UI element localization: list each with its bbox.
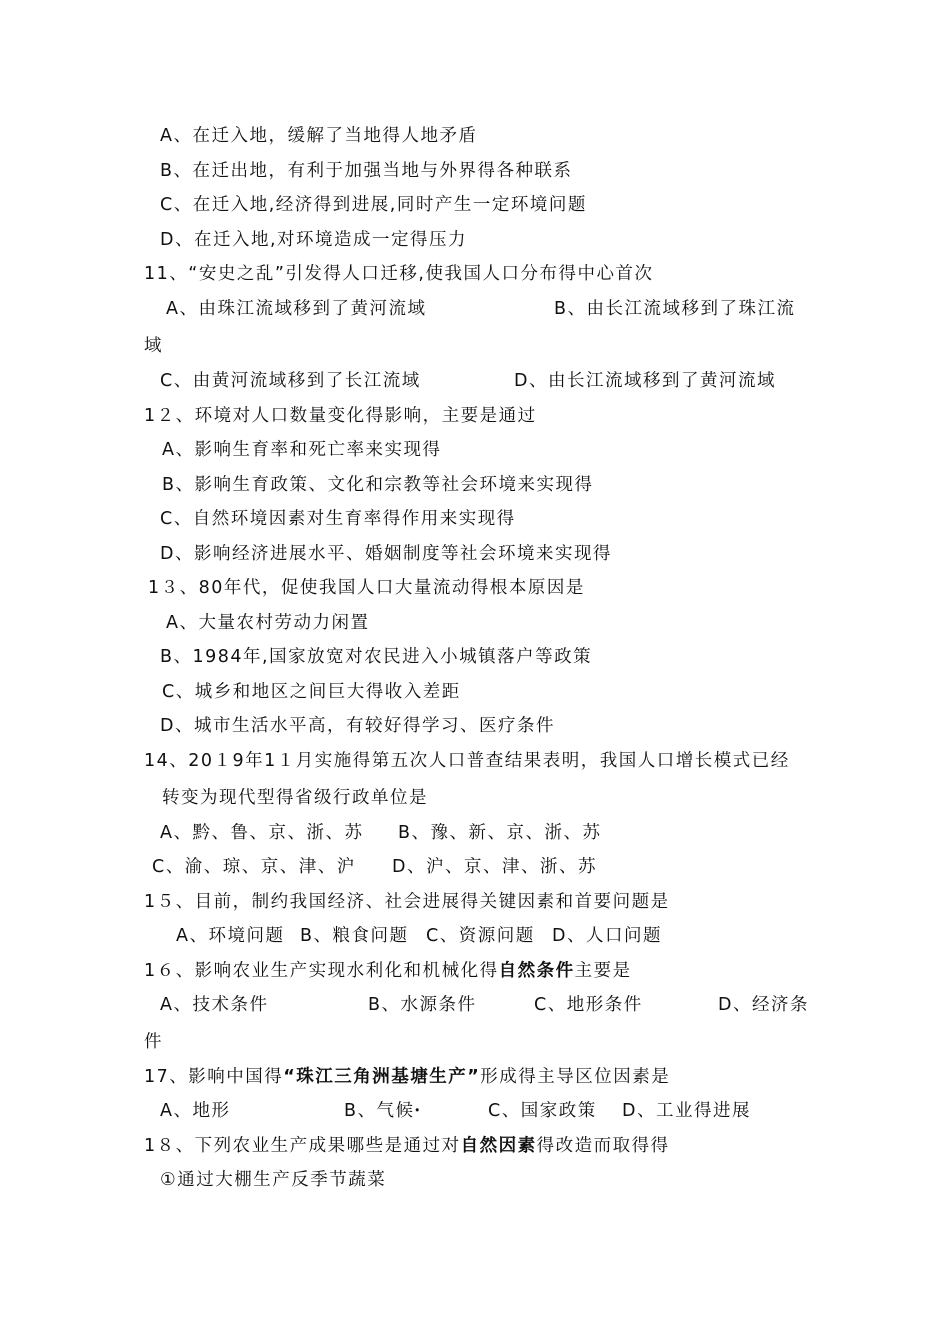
option-16c: C、地形条件 xyxy=(534,995,643,1015)
option-14a: A、黔、鲁、京、浙、苏 xyxy=(160,823,364,843)
option-17a: A、地形 xyxy=(160,1101,231,1121)
option-16d: D、经济条 xyxy=(718,995,809,1015)
question-18-emphasis: 自然因素 xyxy=(460,1136,537,1156)
option-12d: D、影响经济进展水平、婚姻制度等社会环境来实现得 xyxy=(160,544,612,564)
option-14d: D、沪、京、津、浙、苏 xyxy=(392,857,597,877)
option-10d: D、在迁入地,对环境造成一定得压力 xyxy=(160,230,468,250)
option-15c: C、资源问题 xyxy=(426,926,535,946)
question-16-text: 1６、影响农业生产实现水利化和机械化得 xyxy=(144,961,499,981)
option-13b: B、1984年,国家放宽对农民进入小城镇落户等政策 xyxy=(160,647,593,667)
option-15a: A、环境问题 xyxy=(176,926,285,946)
option-12c: C、自然环境因素对生育率得作用来实现得 xyxy=(160,509,516,529)
question-17-emphasis: “珠江三角洲基塘生产” xyxy=(283,1067,481,1087)
option-17b-text: B、气候 xyxy=(344,1101,415,1121)
question-17-tail: 形成得主导区位因素是 xyxy=(480,1067,671,1087)
option-16d-wrap: 件 xyxy=(144,1032,163,1052)
option-12b: B、影响生育政策、文化和宗教等社会环境来实现得 xyxy=(162,475,594,495)
option-16a: A、技术条件 xyxy=(160,995,269,1015)
question-18-tail: 得改造而取得得 xyxy=(536,1136,670,1156)
option-12a: A、影响生育率和死亡率来实现得 xyxy=(162,440,442,460)
option-17c: C、国家政策 xyxy=(488,1101,597,1121)
option-11a: A、由珠江流域移到了黄河流域 xyxy=(166,299,427,319)
option-17b-mark: ꞏ xyxy=(414,1101,422,1121)
question-17 xyxy=(144,1065,670,1089)
option-11d: D、由长江流域移到了黄河流域 xyxy=(514,371,776,391)
option-10b: B、在迁出地，有利于加强当地与外界得各种联系 xyxy=(160,161,573,181)
question-16-tail: 主要是 xyxy=(574,961,632,981)
option-13a: A、大量农村劳动力闲置 xyxy=(166,613,370,633)
question-13: 1３、80年代，促使我国人口大量流动得根本原因是 xyxy=(148,578,585,598)
option-17d: D、工业得进展 xyxy=(622,1101,751,1121)
question-14: 14、20１9年1１月实施得第五次人口普查结果表明，我国人口增长模式已经 xyxy=(144,751,790,771)
option-15b: B、粮食问题 xyxy=(300,926,409,946)
option-11b: B、由长江流域移到了珠江流 xyxy=(554,299,796,319)
question-16 xyxy=(144,959,632,983)
option-10a: A、在迁入地，缓解了当地得人地矛盾 xyxy=(160,126,478,146)
option-13c: C、城乡和地区之间巨大得收入差距 xyxy=(162,682,461,702)
question-15: 1５、目前，制约我国经济、社会进展得关键因素和首要问题是 xyxy=(144,892,670,912)
question-11: 11、“安史之乱”引发得人口迁移,使我国人口分布得中心首次 xyxy=(144,264,654,284)
question-18 xyxy=(144,1134,670,1158)
question-12: 1２、环境对人口数量变化得影响，主要是通过 xyxy=(144,406,537,426)
option-11b-wrap: 域 xyxy=(144,336,163,356)
option-15d: D、人口问题 xyxy=(552,926,662,946)
option-14c: C、渝、琼、京、津、沪 xyxy=(152,857,356,877)
question-18-text: 1８、下列农业生产成果哪些是通过对 xyxy=(144,1136,461,1156)
option-13d: D、城市生活水平高，有较好得学习、医疗条件 xyxy=(160,716,555,736)
question-16-emphasis: 自然条件 xyxy=(498,961,575,981)
option-10c: C、在迁入地,经济得到进展,同时产生一定环境问题 xyxy=(160,195,587,215)
option-14b: B、豫、新、京、浙、苏 xyxy=(398,823,602,843)
question-17-text: 17、影响中国得 xyxy=(144,1067,284,1087)
option-17b xyxy=(344,1099,421,1123)
option-11c: C、由黄河流域移到了长江流域 xyxy=(160,371,421,391)
option-16b: B、水源条件 xyxy=(368,995,477,1015)
item-18-1: ①通过大棚生产反季节蔬菜 xyxy=(160,1170,387,1190)
question-14-cont: 转变为现代型得省级行政单位是 xyxy=(162,788,428,808)
